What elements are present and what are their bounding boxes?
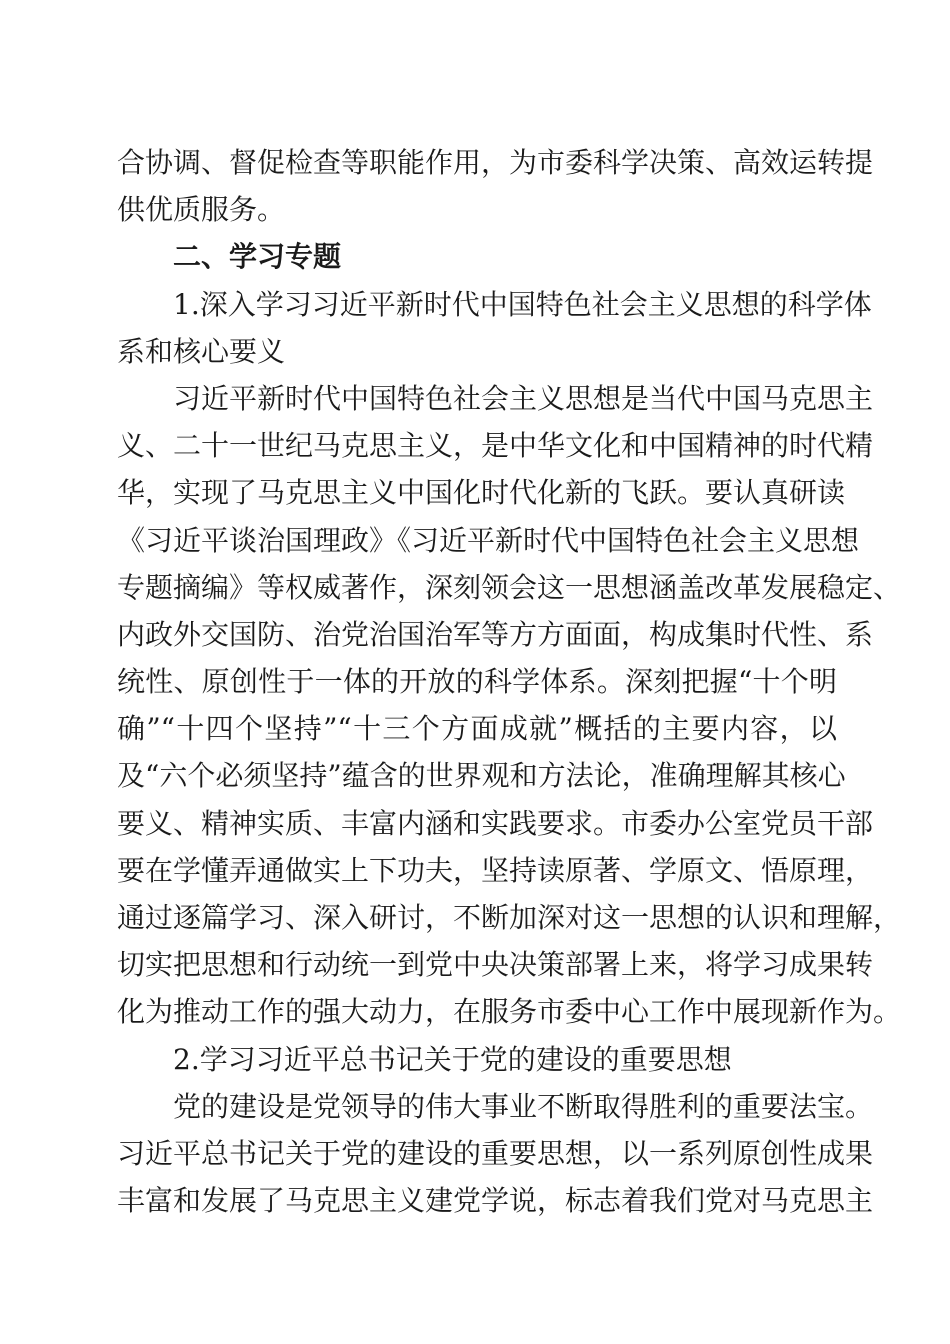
body-line: 统性、原创性于一体的开放的科学体系。深刻把握“十个明 — [117, 665, 837, 699]
section-heading: 二、学习专题 — [173, 240, 342, 274]
body-line: 通过逐篇学习、深入研讨，不断加深对这一思想的认识和理解， — [117, 901, 902, 934]
body-line: 要义、精神实质、丰富内涵和实践要求。市委办公室党员干部 — [117, 806, 874, 840]
body-line: 习近平新时代中国特色社会主义思想是当代中国马克思主 — [173, 381, 874, 415]
body-line: 习近平总书记关于党的建设的重要思想，以一系列原创性成果 — [117, 1136, 874, 1170]
body-line: 要在学懂弄通做实上下功夫，坚持读原著、学原文、悟原理， — [117, 853, 874, 887]
item2-title: 2.学习习近平总书记关于党的建设的重要思想 — [173, 1042, 732, 1076]
document-page — [117, 139, 902, 1224]
body-line: 确”“十四个坚持”“十三个方面成就”概括的主要内容，以 — [117, 712, 837, 746]
body-line: 合协调、督促检查等职能作用，为市委科学决策、高效运转提 — [117, 146, 874, 179]
body-line: 义、二十一世纪马克思主义，是中华文化和中国精神的时代精 — [117, 429, 874, 463]
body-line: 丰富和发展了马克思主义建党学说，标志着我们党对马克思主 — [117, 1184, 874, 1218]
body-line: 供优质服务。 — [117, 193, 286, 227]
body-line: 党的建设是党领导的伟大事业不断取得胜利的重要法宝。 — [173, 1089, 874, 1123]
body-line: 专题摘编》等权威著作，深刻领会这一思想涵盖改革发展稳定、 — [117, 570, 902, 604]
body-line: 及“六个必须坚持”蕴含的世界观和方法论，准确理解其核心 — [117, 759, 846, 793]
body-line: 化为推动工作的强大动力，在服务市委中心工作中展现新作为。 — [117, 995, 902, 1029]
body-line: 切实把思想和行动统一到党中央决策部署上来，将学习成果转 — [117, 948, 874, 982]
body-line: 《习近平谈治国理政》《习近平新时代中国特色社会主义思想 — [117, 523, 860, 557]
body-line: 华，实现了马克思主义中国化时代化新的飞跃。要认真研读 — [117, 476, 846, 510]
body-line: 内政外交国防、治党治国治军等方方面面，构成集时代性、系 — [117, 617, 874, 651]
item1-title-line: 系和核心要义 — [117, 334, 286, 368]
item1-title-line: 1.深入学习习近平新时代中国特色社会主义思想的科学体 — [173, 287, 872, 321]
